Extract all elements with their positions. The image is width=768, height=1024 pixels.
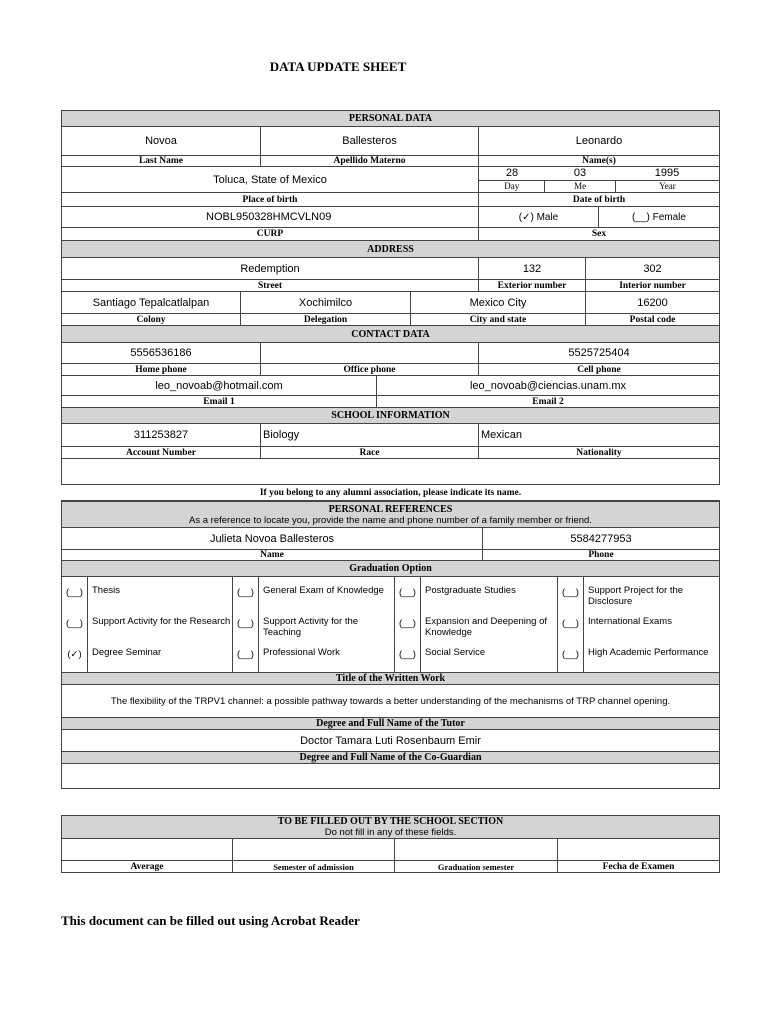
sex-male-option[interactable]: (✓) Male [479, 207, 599, 227]
email2-field[interactable]: leo_novoab@ciencias.unam.mx [469, 379, 627, 392]
account-number-field[interactable]: 311253827 [62, 424, 261, 446]
graduation-option-label: Social Service [425, 647, 486, 658]
graduation-option-checkbox[interactable]: (__) [562, 649, 579, 660]
postal-code-label: Postal code [629, 314, 676, 325]
birth-labels-row [61, 193, 720, 207]
school-section-labels-row [61, 861, 720, 873]
colony-values-row [61, 292, 720, 314]
semester-admission-field[interactable] [233, 839, 395, 860]
delegation-field[interactable]: Xochimilco [241, 292, 411, 313]
sex-female-option[interactable]: (__) Female [632, 211, 686, 223]
alumni-association-field[interactable] [62, 459, 719, 484]
references-header: PERSONAL REFERENCES [328, 503, 453, 515]
last-name-label: Last Name [62, 156, 261, 166]
reference-name-field[interactable]: Julieta Novoa Ballesteros [62, 528, 483, 549]
exam-date-label: Fecha de Examen [602, 861, 675, 872]
cell-phone-label: Cell phone [577, 364, 621, 375]
graduation-option-label: Support Activity for the Teaching [263, 616, 359, 638]
graduation-semester-field[interactable] [395, 839, 558, 860]
alumni-value-row [61, 459, 720, 485]
graduation-option-checkbox[interactable]: (__) [237, 618, 254, 629]
personal-data-header-row [61, 110, 720, 127]
delegation-label: Delegation [241, 314, 411, 325]
place-of-birth-label: Place of birth [62, 193, 479, 206]
graduation-header-row [61, 561, 720, 577]
graduation-options-column [88, 577, 233, 672]
account-number-label: Account Number [62, 447, 261, 458]
reference-name-label: Name [62, 550, 483, 560]
dob-month-field[interactable]: 03 [573, 167, 587, 179]
graduation-option-label: Degree Seminar [92, 647, 162, 658]
address-header: ADDRESS [62, 241, 719, 257]
email1-label: Email 1 [62, 396, 377, 407]
race-label: Race [261, 447, 479, 458]
address-header-row [61, 241, 720, 258]
street-values-row [61, 258, 720, 280]
name-values-row [61, 127, 720, 156]
exam-date-field[interactable] [558, 839, 719, 860]
reference-phone-field[interactable]: 5584277953 [570, 532, 632, 545]
document-title: DATA UPDATE SHEET [269, 59, 407, 74]
co-guardian-header: Degree and Full Name of the Co-Guardian [62, 752, 719, 763]
school-section-values-row [61, 839, 720, 861]
written-work-field[interactable]: The flexibility of the TRPV1 channel: a possible pathway towards a better understanding of the mechanisms of TRP channel opening. [110, 695, 671, 707]
graduation-option-label: Support Project for the Disclosure [588, 585, 684, 607]
colony-labels-row [61, 314, 720, 326]
graduation-option-checkbox[interactable]: (__) [237, 649, 254, 660]
alumni-label-row [61, 485, 720, 501]
dob-month-label: Me [545, 181, 615, 192]
graduation-option-checkbox[interactable]: (__) [66, 587, 83, 598]
nationality-field[interactable]: Mexican [481, 429, 522, 441]
graduation-option-checkbox[interactable]: (__) [562, 587, 579, 598]
contact-header-row [61, 326, 720, 343]
footer-note: This document can be filled out using Acrobat Reader [61, 913, 360, 928]
references-header-block [62, 502, 719, 527]
graduation-option-checkbox[interactable]: (__) [66, 618, 83, 629]
city-state-field[interactable]: Mexico City [411, 292, 586, 313]
dob-year-label: Year [659, 181, 676, 192]
references-values-row [61, 528, 720, 550]
reference-phone-label: Phone [588, 550, 614, 560]
written-work-header-row [61, 673, 720, 685]
graduation-option-checkbox[interactable]: (__) [399, 649, 416, 660]
written-work-value-row [61, 685, 720, 718]
interior-number-field[interactable]: 302 [643, 262, 662, 275]
interior-number-label: Interior number [619, 280, 686, 291]
email-values-row [61, 376, 720, 396]
dob-year-field[interactable]: 1995 [654, 167, 680, 179]
graduation-option-checkbox[interactable]: (__) [562, 618, 579, 629]
references-header-row [61, 501, 720, 528]
references-subheader: As a reference to locate you, provide the name and phone number of a family member or friend. [189, 514, 592, 526]
colony-field[interactable]: Santiago Tepalcatlalpan [62, 292, 241, 313]
tutor-header: Degree and Full Name of the Tutor [62, 718, 719, 729]
office-phone-label: Office phone [261, 364, 479, 375]
curp-sex-labels-row [61, 228, 720, 241]
cell-phone-field[interactable]: 5525725404 [568, 347, 630, 359]
home-phone-field[interactable]: 5556536186 [62, 343, 261, 363]
graduation-option-label: Thesis [92, 585, 120, 596]
school-section-header-block [62, 816, 719, 838]
graduation-marks-column [233, 577, 259, 672]
graduation-semester-label: Graduation semester [395, 861, 558, 872]
references-labels-row [61, 550, 720, 561]
graduation-option-label: Support Activity for the Research [92, 616, 231, 627]
graduation-options-column [259, 577, 395, 672]
school-section-header-row [61, 815, 720, 839]
average-label: Average [62, 861, 233, 872]
colony-label: Colony [62, 314, 241, 325]
semester-admission-label: Semester of admission [233, 861, 395, 872]
graduation-option-label: Professional Work [263, 647, 340, 658]
city-state-label: City and state [411, 314, 586, 325]
sex-label: Sex [591, 229, 607, 239]
apellido-materno-field[interactable]: Ballesteros [261, 127, 479, 155]
email1-field[interactable]: leo_novoab@hotmail.com [62, 376, 377, 395]
co-guardian-field[interactable] [62, 764, 719, 788]
last-name-field[interactable]: Novoa [62, 127, 261, 155]
email2-label: Email 2 [532, 396, 564, 407]
email-labels-row [61, 396, 720, 408]
school-header: SCHOOL INFORMATION [62, 408, 719, 423]
graduation-option-label: General Exam of Knowledge [263, 585, 384, 596]
tutor-header-row [61, 718, 720, 730]
street-field[interactable]: Redemption [62, 258, 479, 279]
dob-labels [479, 181, 719, 192]
co-guardian-header-row [61, 752, 720, 764]
phone-labels-row [61, 364, 720, 376]
graduation-option-label: International Exams [588, 616, 672, 627]
office-phone-field[interactable] [261, 343, 479, 363]
school-header-row [61, 408, 720, 424]
tutor-value-row [61, 730, 720, 752]
home-phone-label: Home phone [62, 364, 261, 375]
graduation-options-column [421, 577, 558, 672]
written-work-header: Title of the Written Work [62, 673, 719, 684]
graduation-option-label: Postgraduate Studies [425, 585, 516, 596]
co-guardian-value-row [61, 764, 720, 789]
graduation-option-label: Expansion and Deepening of Knowledge [425, 616, 548, 638]
graduation-option-label: High Academic Performance [588, 647, 709, 658]
data-update-form [61, 110, 720, 789]
dob-day-field[interactable]: 28 [505, 167, 519, 179]
graduation-options-row [61, 577, 720, 673]
graduation-option-checkbox[interactable]: (__) [237, 587, 254, 598]
exterior-number-field[interactable]: 132 [479, 258, 586, 279]
name-labels-row [61, 156, 720, 167]
graduation-option-checkbox[interactable]: (__) [399, 587, 416, 598]
nationality-label: Nationality [576, 447, 622, 458]
graduation-marks-column [62, 577, 88, 672]
date-of-birth-label: Date of birth [572, 194, 626, 205]
curp-field[interactable]: NOBL950328HMCVLN09 [62, 207, 479, 227]
school-labels-row [61, 447, 720, 459]
dob-day-label: Day [479, 181, 545, 192]
tutor-field[interactable]: Doctor Tamara Luti Rosenbaum Emir [300, 734, 481, 747]
graduation-options-column [584, 577, 719, 672]
alumni-association-label: If you belong to any alumni association, please indicate its name. [259, 487, 522, 498]
apellido-materno-label: Apellido Materno [261, 156, 479, 166]
graduation-marks-column [395, 577, 421, 672]
contact-header: CONTACT DATA [62, 326, 719, 342]
birth-row [61, 167, 720, 193]
school-section-table [61, 815, 720, 873]
street-label: Street [62, 280, 479, 291]
phone-values-row [61, 343, 720, 364]
date-of-birth-group [479, 167, 719, 192]
personal-data-header: PERSONAL DATA [62, 111, 719, 126]
school-section-subheader: Do not fill in any of these fields. [324, 827, 457, 838]
street-labels-row [61, 280, 720, 292]
race-field[interactable]: Biology [261, 424, 479, 446]
names-field[interactable]: Leonardo [575, 135, 623, 147]
dob-values [479, 167, 719, 181]
exterior-number-label: Exterior number [479, 280, 586, 291]
graduation-marks-column [558, 577, 584, 672]
average-field[interactable] [62, 839, 233, 860]
graduation-option-checkbox[interactable]: (✓) [67, 649, 82, 660]
postal-code-field[interactable]: 16200 [637, 296, 668, 309]
graduation-option-checkbox[interactable]: (__) [399, 618, 416, 629]
curp-sex-row [61, 207, 720, 228]
curp-label: CURP [62, 228, 479, 240]
place-of-birth-field[interactable]: Toluca, State of Mexico [62, 167, 479, 192]
school-values-row [61, 424, 720, 447]
names-label: Name(s) [582, 156, 616, 166]
school-section-header: TO BE FILLED OUT BY THE SCHOOL SECTION [277, 816, 504, 827]
graduation-header: Graduation Option [62, 561, 719, 576]
